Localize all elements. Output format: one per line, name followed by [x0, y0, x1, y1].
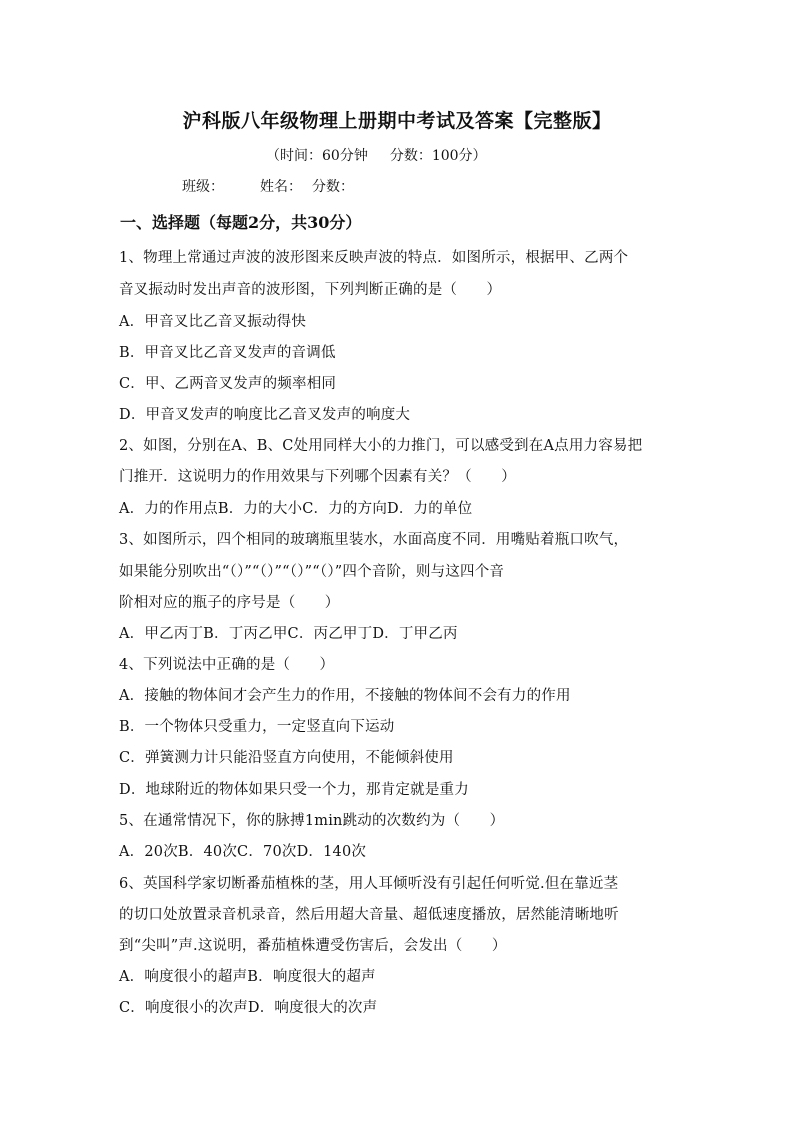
question-text-line: 到“尖叫”声.这说明，番茄植株遭受伤害后，会发出（ ） [119, 938, 507, 954]
answer-option-line: A．甲乙丙丁B．丁丙乙甲C．丙乙甲丁D．丁甲乙丙 [119, 626, 458, 642]
answer-option-line: A．力的作用点B．力的大小C．力的方向D．力的单位 [119, 501, 473, 517]
question-text-line: 4、下列说法中正确的是（ ） [119, 657, 335, 673]
answer-option-line: A．响度很小的超声B．响度很大的超声 [119, 969, 376, 985]
answer-option-line: C．甲、乙两音叉发声的频率相同 [119, 376, 337, 392]
exam-title: 沪科版八年级物理上册期中考试及答案【完整版】 [182, 110, 612, 132]
answer-option-line: A．20次B．40次C．70次D．140次 [119, 844, 367, 860]
question-text-line: 阶相对应的瓶子的序号是（ ） [119, 595, 340, 611]
question-text-line: 1、物理上常通过声波的波形图来反映声波的特点．如图所示，根据甲、乙两个 [119, 250, 629, 266]
question-text-line: 门推开．这说明力的作用效果与下列哪个因素有关？（ ） [119, 469, 516, 485]
exam-duration-and-score [266, 145, 487, 165]
section-heading: 一、选择题（每题2分，共30分） [120, 213, 362, 232]
answer-option-line: C．响度很小的次声D．响度很大的次声 [119, 1000, 378, 1016]
answer-option-line: D．甲音叉发声的响度比乙音叉发声的响度大 [119, 407, 411, 423]
name-label: 姓名： [260, 179, 302, 195]
answer-option-line: D．地球附近的物体如果只受一个力，那肯定就是重力 [119, 782, 469, 798]
total-score-label: 分数：100分） [389, 148, 487, 164]
class-label: 班级： [182, 179, 224, 195]
answer-option-line: B．一个物体只受重力，一定竖直向下运动 [119, 719, 395, 735]
question-text-line: 音叉振动时发出声音的波形图，下列判断正确的是（ ） [119, 282, 502, 298]
answer-option-line: B．甲音叉比乙音叉发声的音调低 [119, 345, 336, 361]
question-text-line: 的切口处放置录音机录音，然后用超大音量、超低速度播放，居然能清晰地听 [119, 907, 619, 923]
question-text-line: 如果能分别吹出“（）”“（）”“（）”“（）”四个音阶，则与这四个音 [119, 564, 505, 580]
student-info-row [182, 176, 354, 196]
time-label: （时间：60分钟 [266, 148, 368, 164]
answer-option-line: C．弹簧测力计只能沿竖直方向使用，不能倾斜使用 [119, 750, 454, 766]
answer-option-line: A．甲音叉比乙音叉振动得快 [119, 314, 307, 330]
question-text-line: 5、在通常情况下，你的脉搏1min跳动的次数约为（ ） [119, 813, 505, 829]
answer-option-line: A．接触的物体间才会产生力的作用，不接触的物体间不会有力的作用 [119, 688, 571, 704]
score-field-label: 分数： [312, 179, 354, 195]
question-text-line: 6、英国科学家切断番茄植株的茎，用人耳倾听没有引起任何听觉.但在靠近茎 [119, 876, 619, 892]
question-text-line: 2、如图，分别在A、B、C处用同样大小的力推门，可以感受到在A点用力容易把 [119, 438, 643, 454]
question-text-line: 3、如图所示，四个相同的玻璃瓶里装水，水面高度不同．用嘴贴着瓶口吹气， [119, 532, 629, 548]
